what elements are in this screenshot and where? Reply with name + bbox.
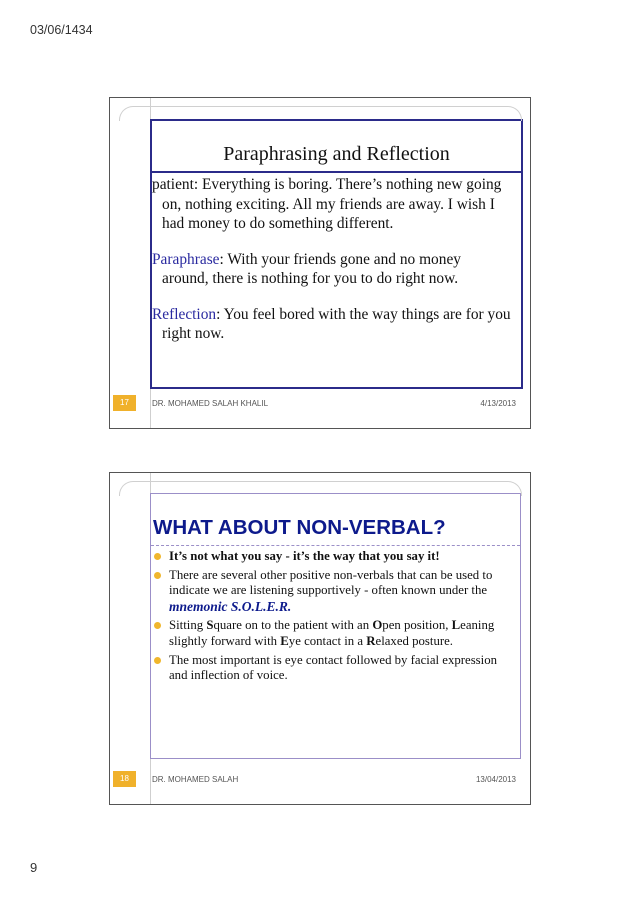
reflection-text: : You feel bored with the way things are for you right now.	[162, 305, 511, 342]
bullet-item	[151, 549, 516, 565]
title-divider	[151, 545, 520, 546]
bullet-text: The most important is eye contact followed by facial expression and inflection of voice.	[169, 652, 498, 683]
bullet-list	[151, 549, 516, 684]
paraphrase-label: Paraphrase	[152, 250, 220, 268]
slide-number-badge: 17	[113, 395, 136, 411]
slide-body	[152, 175, 511, 360]
slide-title: WHAT ABOUT NON-VERBAL?	[153, 516, 446, 539]
bullet-text: elaxed posture.	[375, 633, 453, 648]
page-date: 03/06/1434	[30, 23, 93, 37]
dialogue-reflection	[152, 305, 511, 344]
dialogue-paraphrase	[152, 250, 511, 289]
bullet-item	[151, 653, 516, 684]
bullet-text: ye contact in a	[288, 633, 367, 648]
page-number: 9	[30, 860, 38, 875]
slide-title: Paraphrasing and Reflection	[223, 143, 450, 165]
reflection-label: Reflection	[152, 305, 217, 323]
bullet-text: eaning slightly forward with	[169, 618, 495, 648]
slide-17	[109, 97, 531, 429]
slide-content-frame	[150, 119, 523, 389]
soler-letter: S	[206, 618, 214, 633]
footer-date: 4/13/2013	[480, 399, 516, 408]
bullet-text: There are several other positive non-verbals that can be used to indicate we are listening supportively - often known under the	[169, 567, 493, 598]
footer-author: DR. MOHAMED SALAH	[152, 775, 239, 784]
slide-content-frame	[150, 493, 521, 759]
soler-letter: R	[366, 633, 376, 648]
slide-body	[151, 549, 516, 687]
soler-letter: O	[372, 618, 383, 633]
soler-letter: E	[280, 633, 289, 648]
mnemonic-emphasis: mnemonic S.O.L.E.R.	[169, 598, 292, 614]
bullet-text: Sitting	[169, 618, 207, 633]
bullet-item	[151, 618, 516, 649]
bullet-text: pen position,	[382, 618, 452, 633]
bullet-text: quare on to the patient with an	[213, 618, 373, 633]
footer-date: 13/04/2013	[475, 775, 516, 784]
slide-18	[109, 472, 531, 805]
title-divider	[152, 171, 521, 173]
bullet-item	[151, 568, 516, 616]
soler-letter: L	[451, 618, 461, 633]
bullet-text: It’s not what you say - it’s the way that you say it!	[169, 549, 440, 563]
slide-number-badge: 18	[113, 771, 136, 787]
patient-text: patient: Everything is boring. There’s nothing new going on, nothing exciting. All my friends are away. I wish I had money to do something different.	[152, 176, 502, 232]
footer-author: DR. MOHAMED SALAH KHALIL	[152, 399, 269, 408]
paraphrase-text: : With your friends gone and no money around, there is nothing for you to do right now.	[162, 250, 461, 287]
dialogue-patient	[152, 175, 511, 234]
